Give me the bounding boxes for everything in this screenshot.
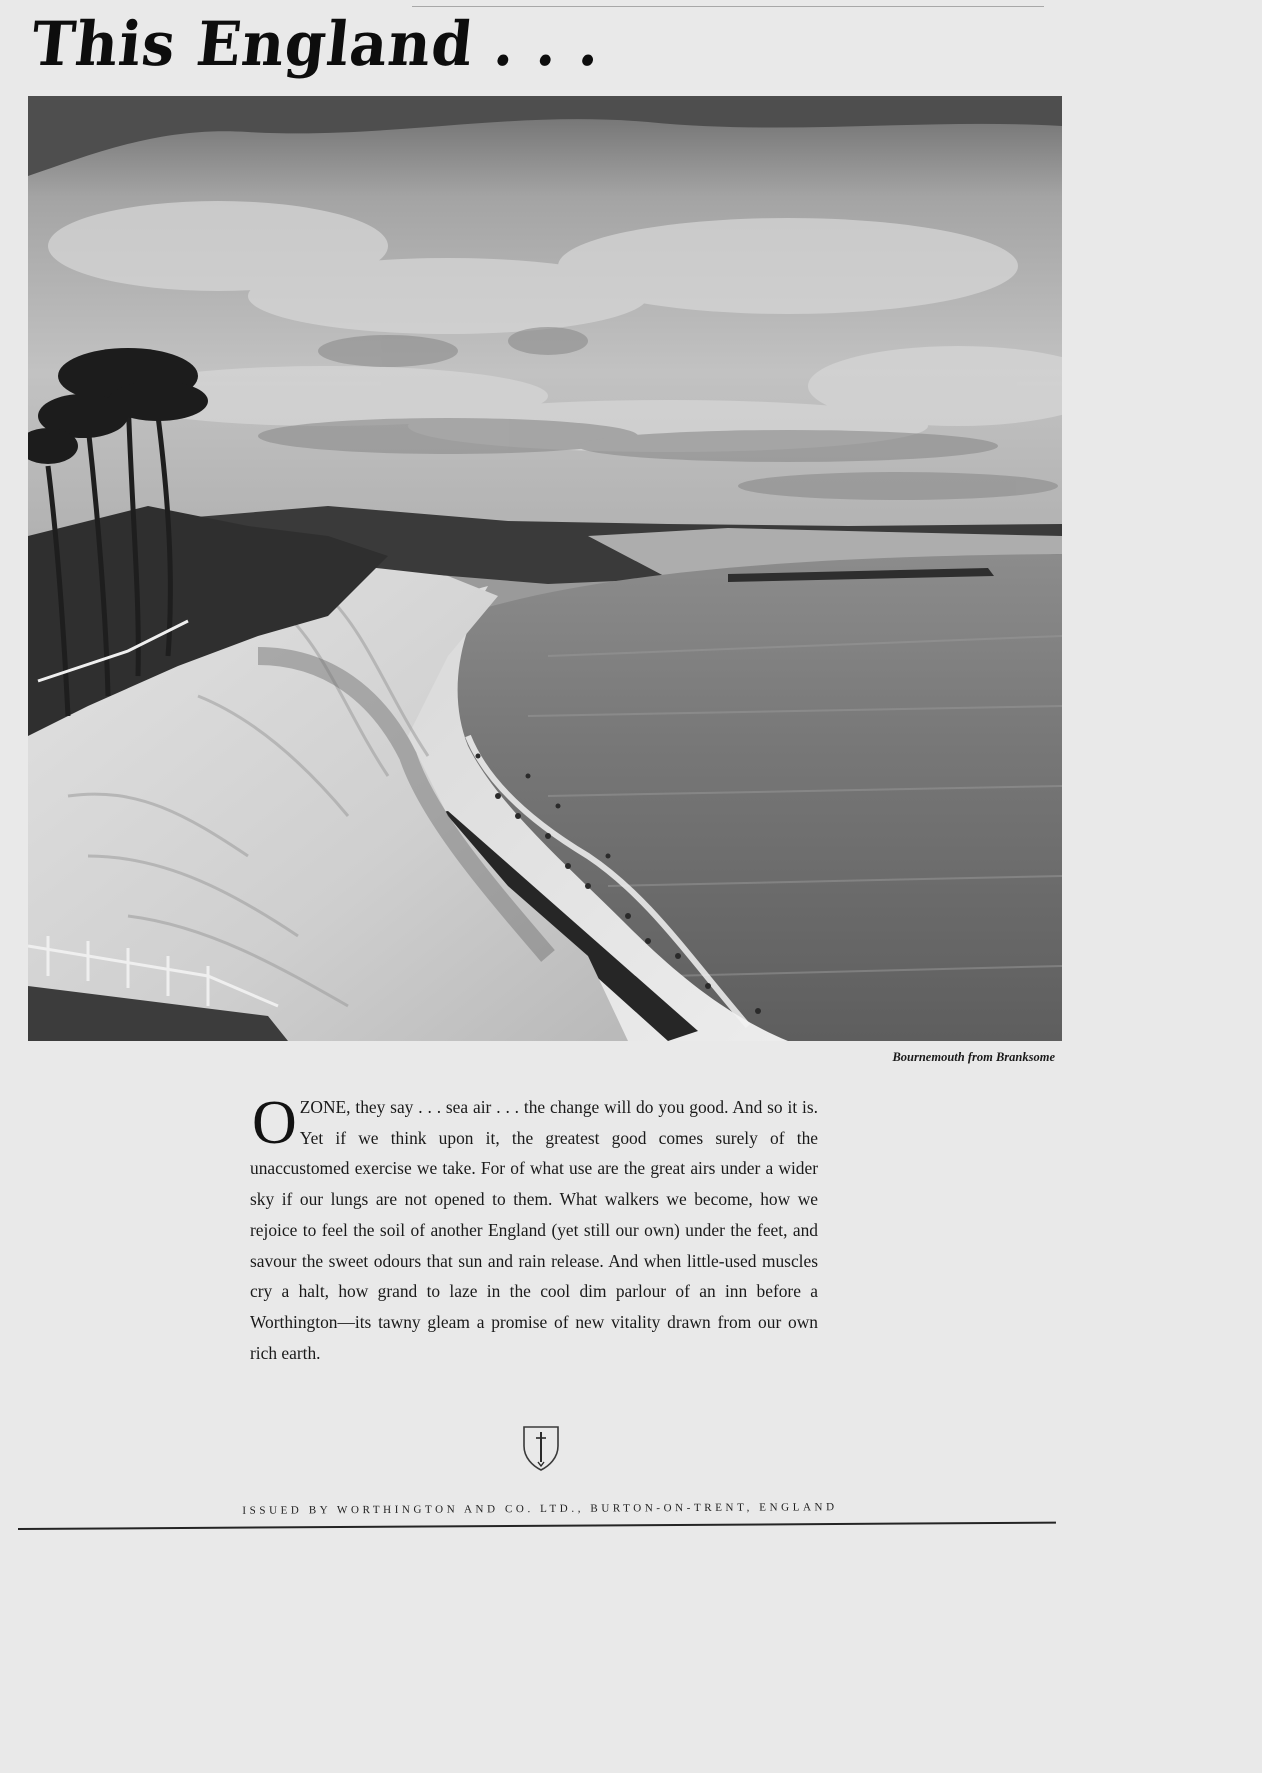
article-paragraph: [250, 1089, 818, 1368]
shield-trademark-icon: [521, 1424, 561, 1472]
photo-illustration: [28, 96, 1062, 1041]
drop-cap: O: [252, 1089, 297, 1157]
coastal-photograph: [28, 96, 1062, 1041]
article-text: ZONE, they say . . . sea air . . . the change will do you good. And so it is. Yet if we think upon it, the greatest good comes surely of the unaccustomed exercise we take. For of what use are the great airs under a wider sky if our lungs are not opened to them. What walkers we become, how we rejoice to feel the soil of another England (yet still our own) under the feet, and savour the sweet odours that sun and rain release. And when little-used muscles cry a halt, how grand to laze in the cool dim parlour of an inn before a Worthington—its tawny gleam a promise of new vitality drawn from our own rich earth.: [250, 1097, 818, 1363]
headline: This England . . .: [28, 8, 605, 80]
publisher-credit: ISSUED BY WORTHINGTON AND CO. LTD., BURTON-ON-TRENT, ENGLAND: [242, 1501, 838, 1517]
footer-rule: [18, 1522, 1056, 1530]
photo-caption: Bournemouth from Branksome: [892, 1050, 1055, 1064]
